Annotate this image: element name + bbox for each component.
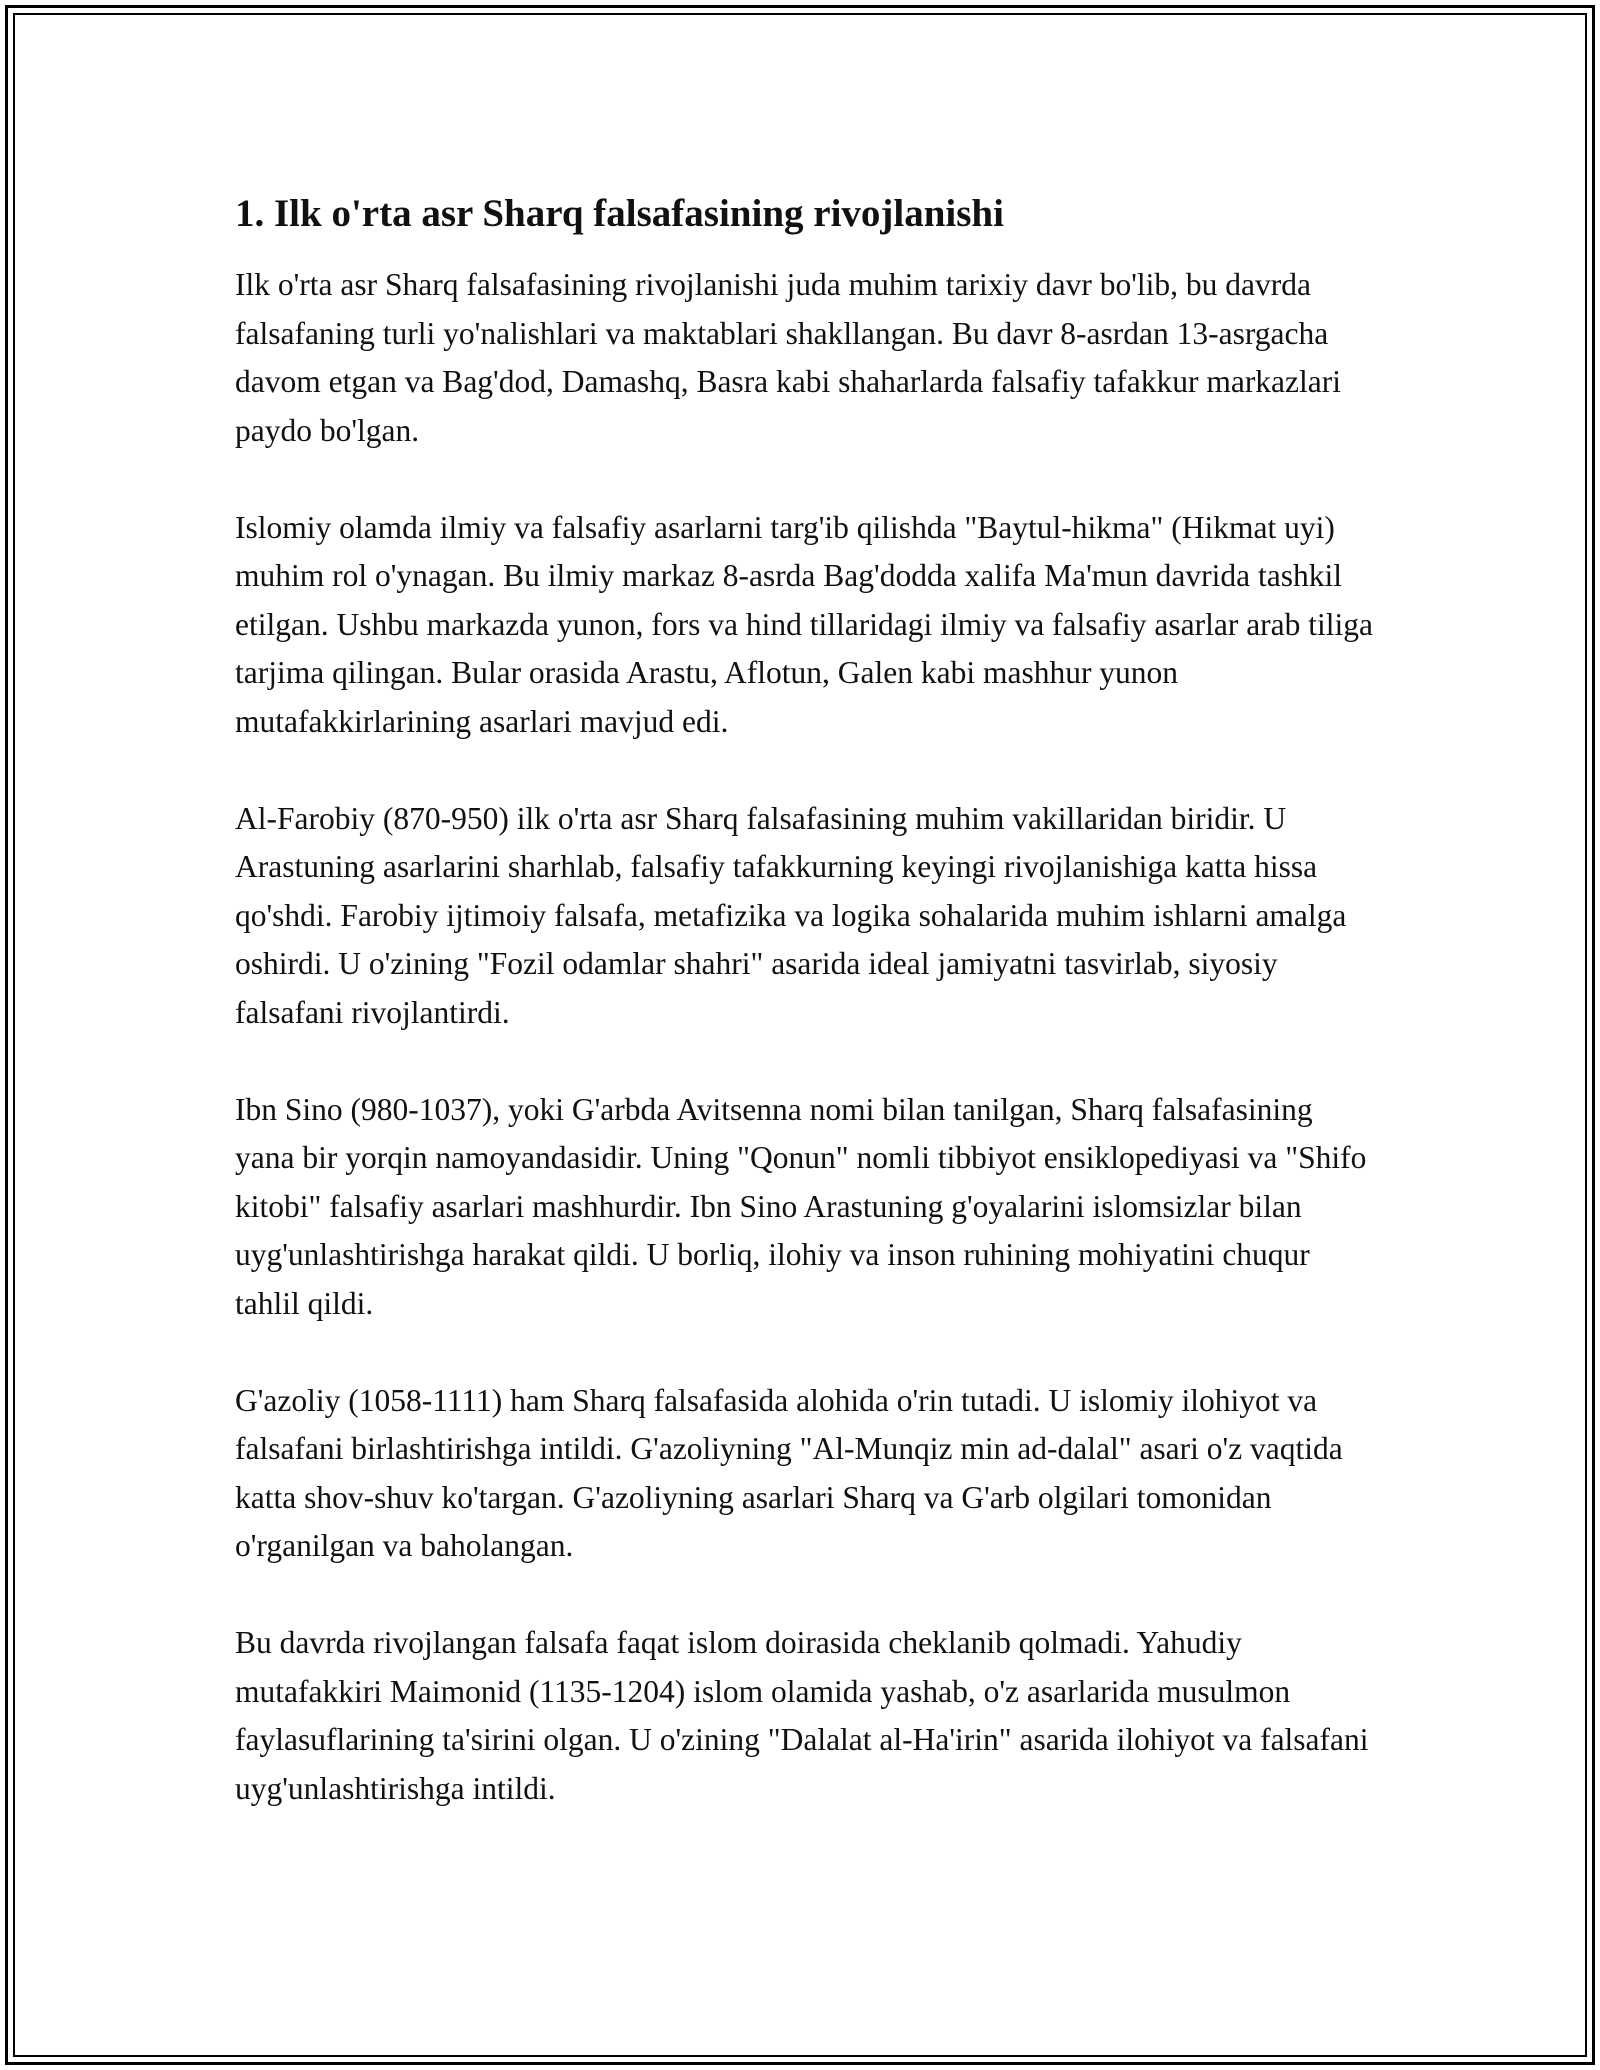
paragraph-baytul-hikma: Islomiy olamda ilmiy va falsafiy asarlarni targ'ib qilishda "Baytul-hikma" (Hikmat uyi) muhim rol o'ynagan. Bu ilmiy markaz 8-asrda Bag'dodda xalifa Ma'mun davrida tashkil etilgan. Ushbu markazda yunon, fors va hind tillaridagi ilmiy va falsafiy asarlar arab tiliga tarjima qilingan. Bular orasida Arastu, Aflotun, Galen kabi mashhur yunon mutafakkirlarining asarlari mavjud edi. [235, 509, 1374, 739]
paragraph-intro: Ilk o'rta asr Sharq falsafasining rivojlanishi juda muhim tarixiy davr bo'lib, bu davrda falsafaning turli yo'nalishlari va maktablari shakllangan. Bu davr 8-asrdan 13-asrgacha davom etgan va Bag'dod, Damashq, Basra kabi shaharlarda falsafiy tafakkur markazlari paydo bo'lgan. [235, 267, 1341, 448]
paragraph-al-farobiy: Al-Farobiy (870-950) ilk o'rta asr Sharq falsafasining muhim vakillaridan biridir. U Arastuning asarlarini sharhlab, falsafiy tafakkurning keyingi rivojlanishiga katta hissa qo'shdi. Farobiy ijtimoiy falsafa, metafizika va logika sohalarida muhim ishlarni amalga oshirdi. U o'zining "Fozil odamlar shahri" asarida ideal jamiyatni tasvirlab, siyosiy falsafani rivojlantirdi. [235, 800, 1347, 1030]
section-heading: 1. Ilk o'rta asr Sharq falsafasining rivojlanishi [235, 192, 1004, 235]
paragraph-maimonid: Bu davrda rivojlangan falsafa faqat islom doirasida cheklanib qolmadi. Yahudiy mutafakkiri Maimonid (1135-1204) islom olamida yashab, o'z asarlarida musulmon faylasuflarining ta'sirini olgan. U o'zining "Dalalat al-Ha'irin" asarida ilohiyot va falsafani uyg'unlashtirishga intildi. [235, 1625, 1369, 1806]
paragraph-gazoliy: G'azoliy (1058-1111) ham Sharq falsafasida alohida o'rin tutadi. U islomiy ilohiyot va falsafani birlashtirishga intildi. G'azoliyning "Al-Munqiz min ad-dalal" asari o'z vaqtida katta shov-shuv ko'targan. G'azoliyning asarlari Sharq va G'arb olgilari tomonidan o'rganilgan va baholangan. [235, 1382, 1343, 1563]
paragraph-ibn-sino: Ibn Sino (980-1037), yoki G'arbda Avitsenna nomi bilan tanilgan, Sharq falsafasining yana bir yorqin namoyandasidir. Uning "Qonun" nomli tibbiyot ensiklopediyasi va "Shifo kitobi" falsafiy asarlari mashhurdir. Ibn Sino Arastuning g'oyalarini islomsizlar bilan uyg'unlashtirishga harakat qildi. U borliq, ilohiy va inson ruhining mohiyatini chuqur tahlil qildi. [235, 1091, 1367, 1321]
document-body [235, 185, 1375, 1862]
